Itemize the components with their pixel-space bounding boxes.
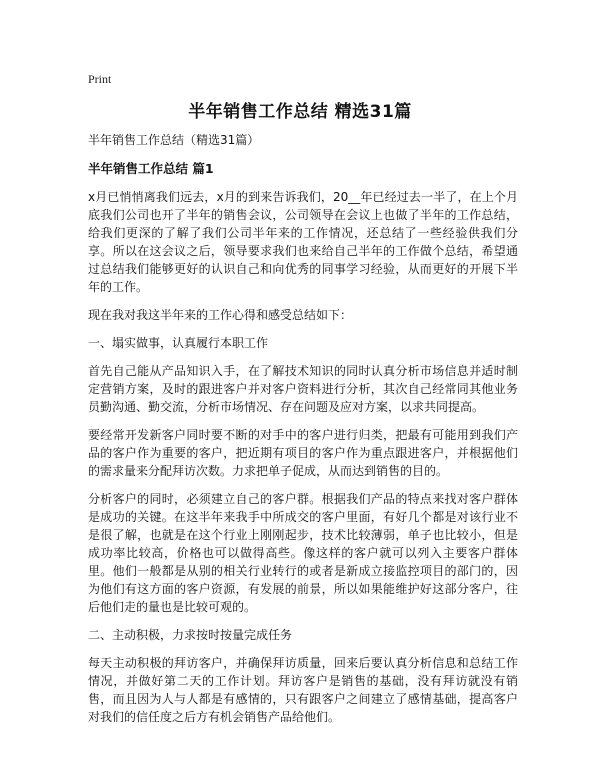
paragraph-product-knowledge: 首先自己能从产品知识入手，在了解技术知识的同时认真分析市场信息并适时制定营销方案，及时的跟进客户并对客户资料进行分析，其次自己经常同其他业务员勤沟通、勤交流，分析市场情况、存在问题及应对方案，以求共同提高。	[88, 364, 518, 414]
document-body	[88, 131, 518, 736]
paragraph-daily-visits: 每天主动积极的拜访客户，并确保拜访质量，回来后要认真分析信息和总结工作情况，并做好第二天的工作计划。拜访客户是销售的基础，没有拜访就没有销售，而且因为人与人都是有感情的，只有跟客户之间建立了感情基础，提高客户对我们的信任度之后方有机会销售产品给他们。	[88, 656, 518, 724]
paragraph-customer-groups: 分析客户的同时，必须建立自己的客户群。根据我们产品的特点来找对客户群体是成功的关键。在这半年来我手中所成交的客户里面，有好几个都是对该行业不是很了解，也就是在这个行业上刚刚起步，技术比较薄弱，单子也比较小，但是成功率比较高，价格也可以做得高些。像这样的客户就可以列入主要客户群体里。他们一般都是从别的相关行业转行的或者是新成立接监控项目的部门的，因为他们有这方面的客户资源，有发展的前景，所以如果能维护好这部分客户，往后他们走的量也是比较可观的。	[88, 492, 518, 614]
paragraph-summary-lead: 现在我对我这半年来的工作心得和感受总结如下：	[88, 308, 353, 322]
heading-part-two: 二、主动积极，力求按时按量完成任务	[88, 628, 293, 642]
paragraph-intro: x月已悄悄离我们远去，x月的到来告诉我们，20__年已经过去一半了，在上个月底我们公司也开了半年的销售会议，公司领导在会议上也做了半年的工作总结，给我们更深的了解了我们公司半年来的工作情况，还总结了一些经验供我们分享。所以在这会议之后，领导要求我们也来给自己半年的工作做个总结，希望通过总结我们能够更好的认识自己和向优秀的同事学习经验，从而更好的开展下半年的工作。	[88, 190, 518, 294]
paragraph-new-customers: 要经常开发新客户同时要不断的对手中的客户进行归类，把最有可能用到我们产品的客户作为重要的客户，把近期有项目的客户作为重点跟进客户，并根据他们的需求量来分配拜访次数。力求把单子促成，从而达到销售的目的。	[88, 428, 518, 478]
print-label: Print	[88, 72, 112, 86]
document-subtitle: 半年销售工作总结（精选31篇）	[88, 133, 260, 147]
section-title: 半年销售工作总结 篇1	[88, 161, 214, 176]
heading-part-one: 一、塌实做事，认真履行本职工作	[88, 336, 269, 350]
document-title: 半年销售工作总结 精选31篇	[188, 102, 412, 122]
